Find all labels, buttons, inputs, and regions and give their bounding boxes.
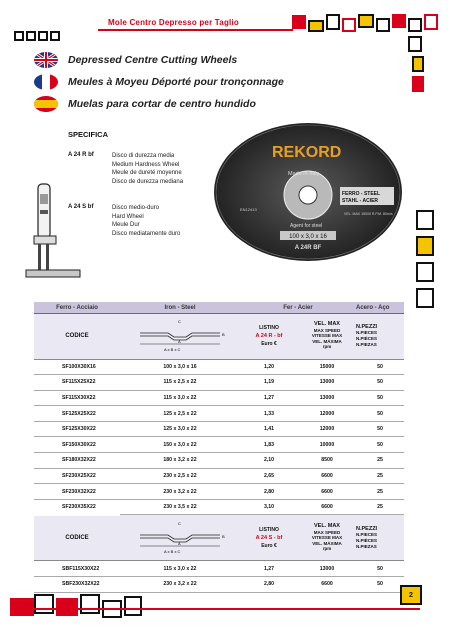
- product-pieces: 25: [356, 453, 404, 469]
- product-rpm: 6600: [298, 468, 356, 484]
- cutting-disc-image: [214, 123, 402, 261]
- title-spanish: [34, 96, 256, 112]
- header-title: Mole Centro Depresso per Taglio: [108, 18, 239, 27]
- product-price: 2,10: [240, 453, 298, 469]
- product-price: 1,27: [240, 390, 298, 406]
- table-row: [34, 437, 404, 453]
- product-pieces: 50: [356, 359, 404, 375]
- table-row: [34, 484, 404, 500]
- table-row: [34, 453, 404, 469]
- grade-code: A 24 R bf: [68, 152, 94, 158]
- svg-text:Made in Italy: Made in Italy: [288, 171, 320, 177]
- disc-diagram: [120, 515, 240, 561]
- table-header: CODICE C A B A x B x C LISTINO A 24 R - bf Euro € VEL. MAX MAX SPEED VITESSE MAX VEL. MÁXIMA rpm N.PEZZI N.PIECES N.PIÈCES N.PIEZAS: [34, 313, 404, 359]
- spain-flag-icon: [34, 96, 58, 112]
- uk-flag-icon: [34, 52, 58, 68]
- product-code: SF230X25X22: [34, 468, 120, 484]
- deco-square: [408, 36, 422, 52]
- table-row: [34, 375, 404, 391]
- svg-text:B: B: [222, 332, 225, 337]
- product-pieces: 50: [356, 390, 404, 406]
- grade-header: A 24 S - bf: [255, 534, 283, 541]
- deco-square: [326, 14, 340, 30]
- product-code: SF115X25X22: [34, 375, 120, 391]
- deco-square: [376, 18, 390, 32]
- product-pieces: 50: [356, 577, 404, 593]
- code-header: CODICE: [34, 313, 120, 359]
- product-price: 2,65: [240, 468, 298, 484]
- deco-square: [342, 18, 356, 32]
- svg-text:A x B x C: A x B x C: [164, 347, 181, 352]
- svg-text:A: A: [178, 339, 181, 344]
- deco-square: [26, 31, 36, 41]
- deco-square: [14, 31, 24, 41]
- product-price: 1,83: [240, 437, 298, 453]
- product-dims: 230 x 2,5 x 22: [120, 468, 240, 484]
- product-rpm: 8500: [298, 453, 356, 469]
- product-rpm: 6600: [298, 499, 356, 515]
- deco-square: [56, 598, 78, 616]
- title-text: Depressed Centre Cutting Wheels: [68, 54, 238, 66]
- table-row: [34, 359, 404, 375]
- product-dims: 150 x 3,0 x 22: [120, 437, 240, 453]
- deco-square: [38, 31, 48, 41]
- product-code: SF125X30X22: [34, 421, 120, 437]
- product-rpm: 10000: [298, 437, 356, 453]
- product-dims: 180 x 3,2 x 22: [120, 453, 240, 469]
- product-dims: 115 x 3,0 x 22: [120, 390, 240, 406]
- product-price: 2,80: [240, 484, 298, 500]
- header-rule: [98, 29, 293, 31]
- france-flag-icon: [34, 74, 58, 90]
- deco-square: [10, 598, 34, 616]
- product-pieces: 50: [356, 375, 404, 391]
- spec-label: SPECIFICA: [68, 130, 109, 139]
- product-code: SBF230X32X22: [34, 577, 120, 593]
- code-header: CODICE: [34, 515, 120, 561]
- product-dims: 115 x 2,5 x 22: [120, 375, 240, 391]
- deco-square: [424, 14, 438, 30]
- grade-description: Disco di durezza media Medium Hardness Wheel Meule de dureté moyenne Disco de durezza mediana: [112, 153, 184, 185]
- product-code: SF125X25X22: [34, 406, 120, 422]
- grade-header: A 24 R - bf: [255, 333, 283, 339]
- svg-text:A 24R BF: A 24R BF: [294, 245, 322, 251]
- svg-text:B: B: [222, 533, 225, 539]
- product-rpm: 13000: [298, 375, 356, 391]
- deco-square: [358, 14, 374, 28]
- deco-square: [292, 15, 306, 29]
- page-number: 2: [400, 585, 422, 605]
- product-code: SF150X30X22: [34, 437, 120, 453]
- product-price: 1,33: [240, 406, 298, 422]
- product-price: 1,27: [240, 561, 298, 577]
- deco-square: [34, 594, 54, 614]
- table-row: [34, 499, 404, 515]
- product-dims: 230 x 3,2 x 22: [120, 484, 240, 500]
- product-pieces: 50: [356, 406, 404, 422]
- product-table: [34, 302, 404, 593]
- svg-text:VEL. MAX 15000 R.P.M. 80m/s: VEL. MAX 15000 R.P.M. 80m/s: [344, 212, 393, 216]
- svg-text:STAHL - ACIER: STAHL - ACIER: [342, 198, 379, 204]
- product-pieces: 25: [356, 468, 404, 484]
- product-pieces: 50: [356, 437, 404, 453]
- table-header: CODICE C A B A x B x C LISTINO A 24 S - bf Euro € VEL. MAX MAX SPEED VITESSE MAX VEL. MÁXIMA rpm N.PEZZI N.PIECES N.PIÈCES N.PIEZAS: [34, 515, 404, 561]
- product-price: 1,19: [240, 375, 298, 391]
- table-row: [34, 406, 404, 422]
- deco-square: [392, 14, 406, 28]
- title-text: Muelas para cortar de centro hundido: [68, 98, 256, 110]
- svg-text:Agent for steel: Agent for steel: [290, 223, 323, 229]
- grade-description: Disco medio-duro Hard Wheel Meule Dur Disco mediatamente duro: [112, 205, 181, 237]
- product-price: 3,10: [240, 499, 298, 515]
- deco-square: [412, 56, 424, 72]
- table-row: [34, 468, 404, 484]
- product-pieces: 50: [356, 561, 404, 577]
- product-price: 1,20: [240, 359, 298, 375]
- title-text: Meules à Moyeu Déporté pour tronçonnage: [68, 76, 284, 88]
- product-rpm: 15000: [298, 359, 356, 375]
- deco-square: [50, 31, 60, 41]
- svg-text:C: C: [178, 520, 181, 526]
- product-code: SF115X30X22: [34, 390, 120, 406]
- deco-square: [416, 288, 434, 308]
- product-rpm: 12000: [298, 406, 356, 422]
- title-french: [34, 74, 284, 90]
- table-row: [34, 421, 404, 437]
- product-dims: 115 x 3,0 x 22: [120, 561, 240, 577]
- product-pieces: 25: [356, 499, 404, 515]
- deco-square: [308, 20, 324, 32]
- table-row: [34, 561, 404, 577]
- deco-square: [412, 76, 424, 92]
- title-english: [34, 52, 237, 68]
- product-code: SF100X30X16: [34, 359, 120, 375]
- product-code: SBF115X30X22: [34, 561, 120, 577]
- product-pieces: 25: [356, 484, 404, 500]
- product-rpm: 6600: [298, 484, 356, 500]
- product-rpm: 6600: [298, 577, 356, 593]
- grade-code: A 24 S bf: [68, 204, 94, 210]
- deco-square: [80, 594, 100, 614]
- svg-text:A x B x C: A x B x C: [164, 548, 181, 554]
- product-code: SF230X35X22: [34, 499, 120, 515]
- product-dims: 230 x 3,5 x 22: [120, 499, 240, 515]
- product-price: 1,41: [240, 421, 298, 437]
- svg-text:C: C: [178, 319, 181, 324]
- material-band: Ferro - Acciaio Iron - Steel Fer - Acier Acero - Aço: [34, 302, 404, 313]
- deco-square: [416, 210, 434, 230]
- deco-square: [408, 18, 422, 32]
- product-dims: 125 x 2,5 x 22: [120, 406, 240, 422]
- product-code: SF230X32X22: [34, 484, 120, 500]
- product-price: 2,80: [240, 577, 298, 593]
- footer-rule: [10, 608, 420, 610]
- deco-square: [416, 236, 434, 256]
- angle-grinder-illustration: [24, 180, 84, 280]
- deco-square: [416, 262, 434, 282]
- product-dims: 100 x 3,0 x 16: [120, 359, 240, 375]
- table-row: [34, 577, 404, 593]
- table-row: [34, 390, 404, 406]
- product-dims: 125 x 3,0 x 22: [120, 421, 240, 437]
- product-rpm: 13000: [298, 561, 356, 577]
- svg-text:EN12413: EN12413: [240, 207, 257, 212]
- svg-text:FERRO - STEEL: FERRO - STEEL: [342, 191, 381, 197]
- disc-diagram: [120, 313, 240, 359]
- product-dims: 230 x 3,2 x 22: [120, 577, 240, 593]
- svg-text:REKORD: REKORD: [272, 144, 342, 161]
- deco-square: [124, 596, 142, 616]
- svg-text:100 x 3,0 x 16: 100 x 3,0 x 16: [289, 234, 327, 240]
- product-code: SF180X32X22: [34, 453, 120, 469]
- svg-text:A: A: [178, 540, 181, 546]
- product-rpm: 12000: [298, 421, 356, 437]
- product-pieces: 50: [356, 421, 404, 437]
- product-rpm: 13000: [298, 390, 356, 406]
